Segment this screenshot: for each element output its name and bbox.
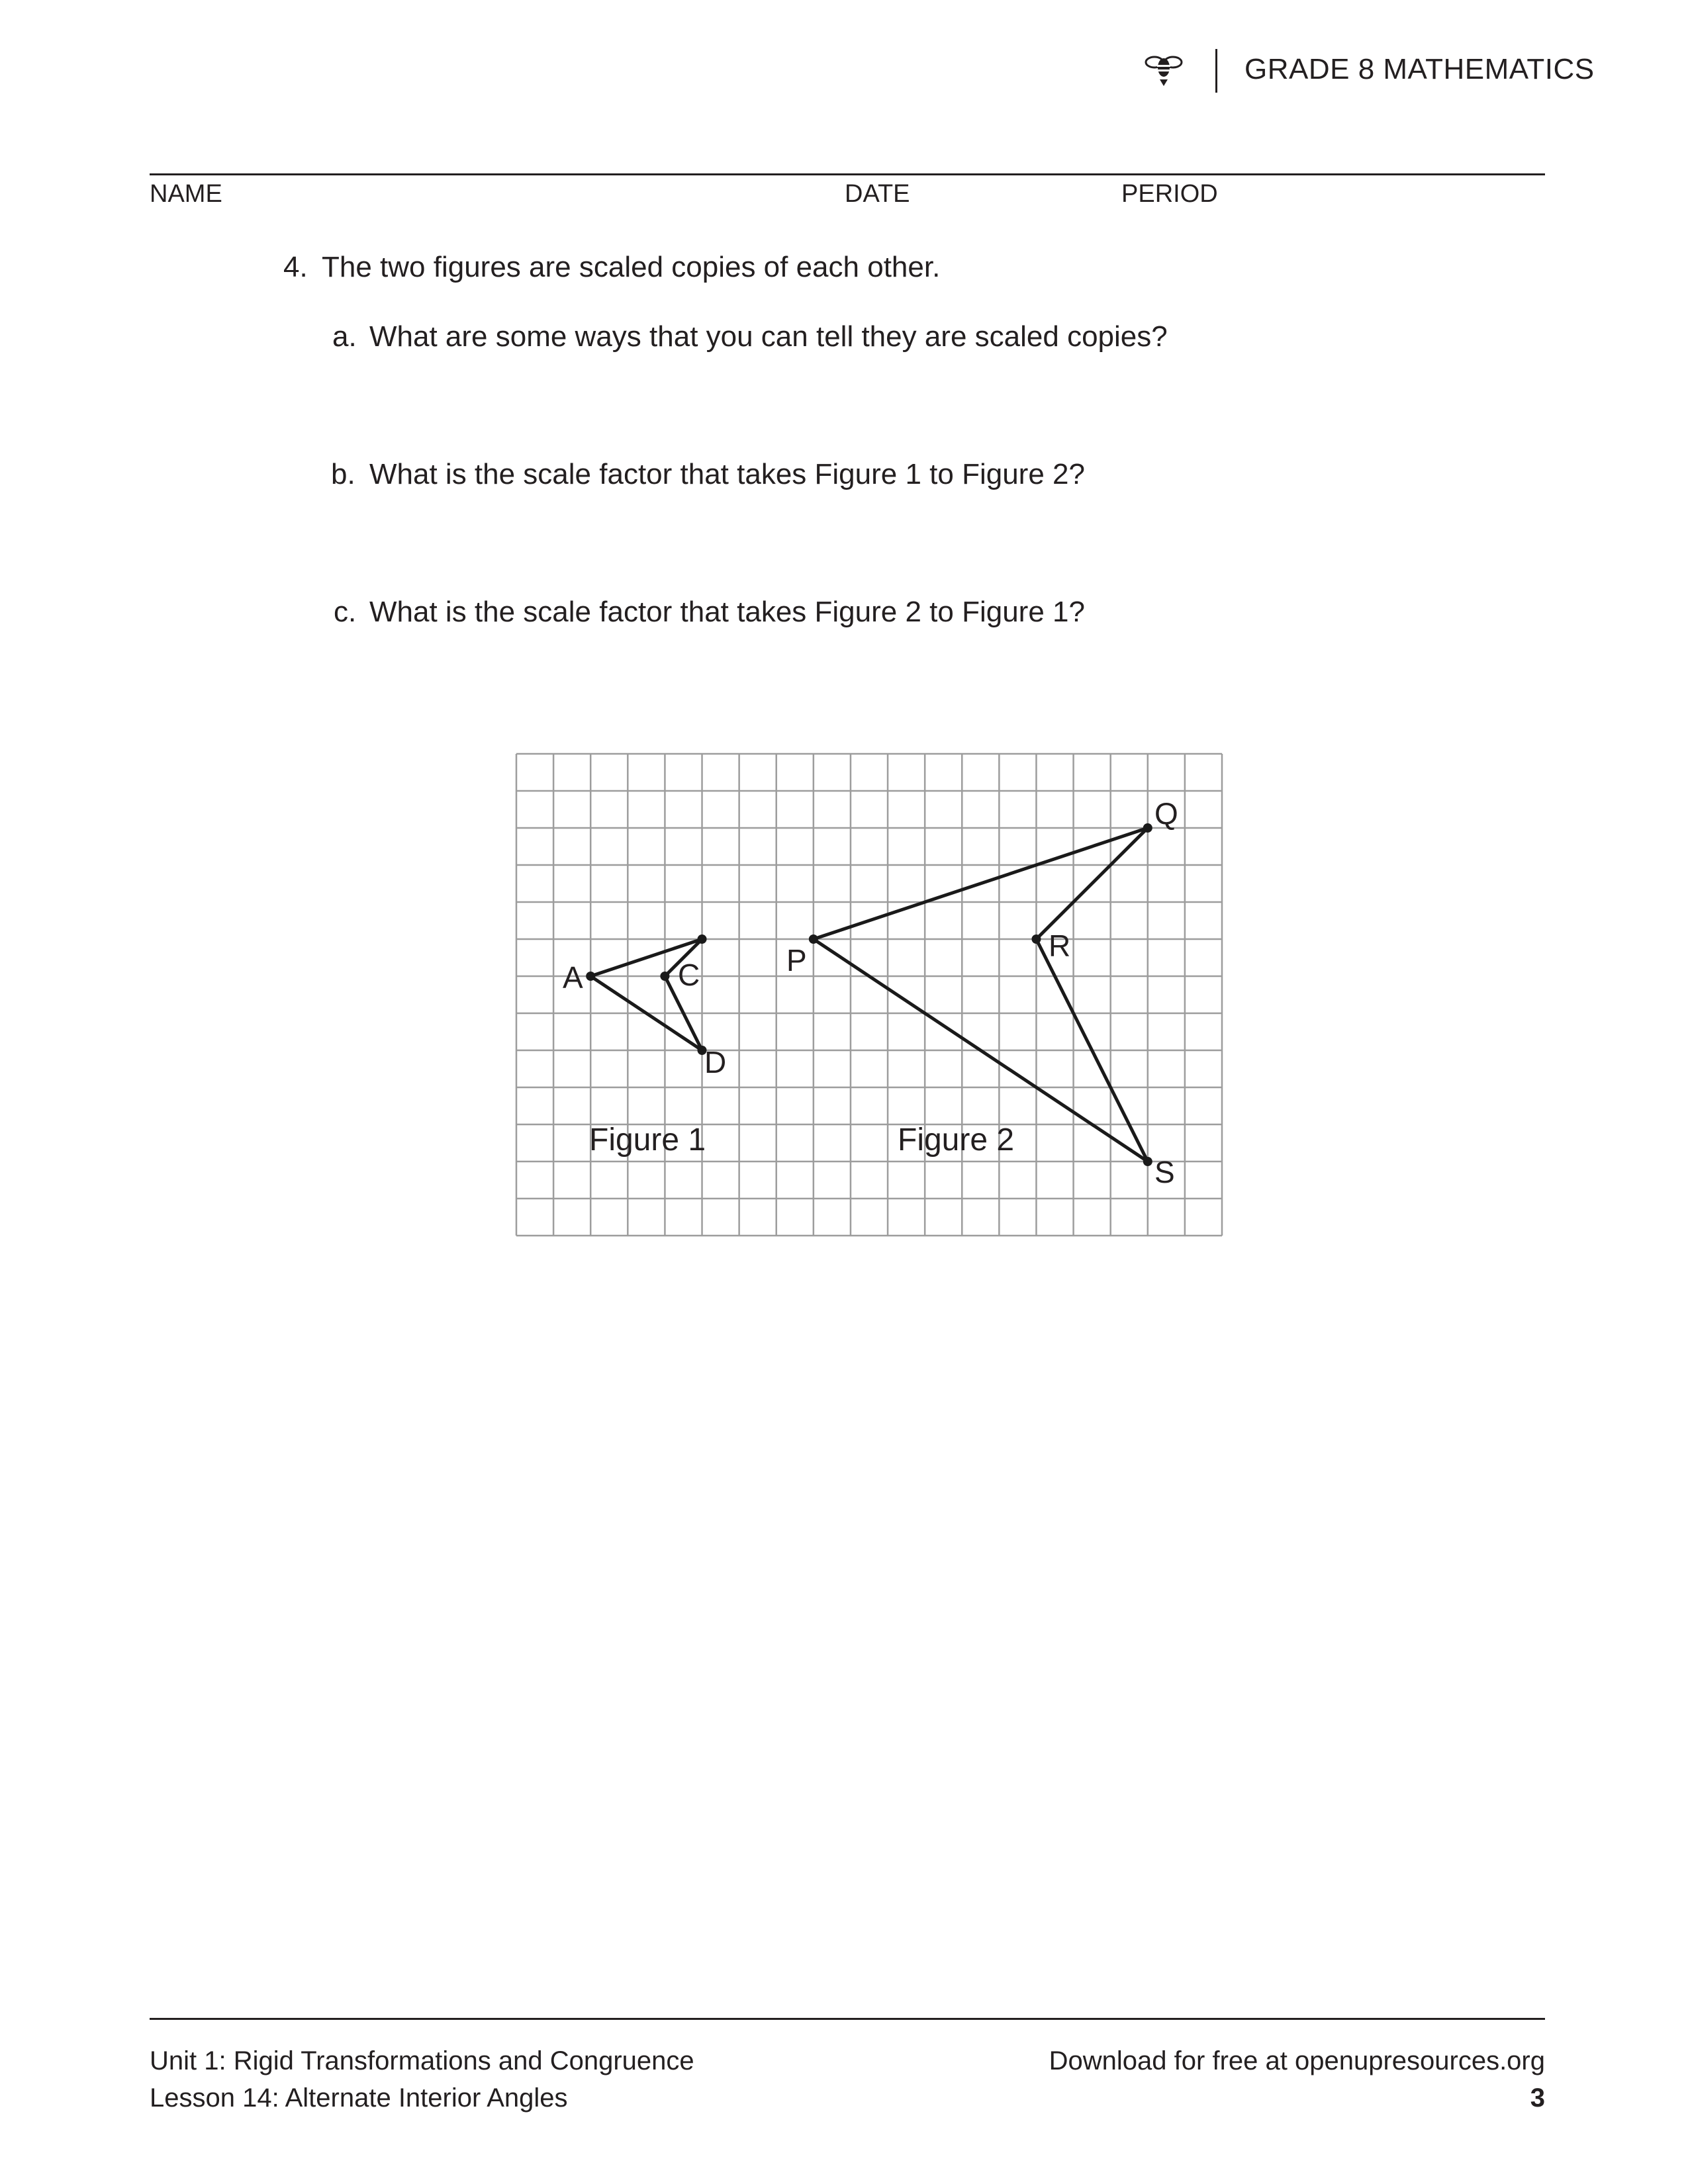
vertex-label-c: C: [678, 958, 700, 992]
vertex-label-p: P: [786, 943, 807, 978]
bee-logo-icon: [1144, 48, 1184, 94]
footer-unit: Unit 1: Rigid Transformations and Congruence: [150, 2046, 694, 2075]
vertex-dot-c: [660, 972, 669, 981]
scaled-copies-figure: [515, 752, 1223, 1237]
header-divider: [1215, 49, 1217, 93]
page-number: 3: [1530, 2083, 1545, 2113]
grid-diagram: [515, 752, 1223, 1237]
figure-2-segment-qr: [1036, 828, 1147, 939]
vertex-dot-b: [698, 934, 707, 944]
vertex-dot-a: [586, 972, 595, 981]
figure-segments: [590, 828, 1148, 1161]
vertex-dot-p: [809, 934, 818, 944]
part-a-text: What are some ways that you can tell they are scaled copies?: [369, 320, 1168, 353]
part-c-text: What is the scale factor that takes Figure 2 to Figure 1?: [369, 596, 1085, 628]
vertex-dot-q: [1143, 823, 1152, 833]
question-prompt: The two figures are scaled copies of each other.: [322, 251, 941, 283]
vertex-dot-s: [1143, 1157, 1152, 1166]
date-label: DATE: [845, 180, 910, 208]
vertex-dot-r: [1031, 934, 1041, 944]
vertex-label-s: S: [1154, 1155, 1175, 1189]
figure-2-label: Figure 2: [898, 1122, 1015, 1158]
course-title: GRADE 8 MATHEMATICS: [1244, 53, 1595, 85]
part-a-letter: a.: [332, 320, 357, 353]
question-number: 4.: [283, 251, 308, 283]
figure-2-segment-pq: [814, 828, 1148, 939]
vertex-dots: [586, 823, 1152, 1166]
vertex-label-d: D: [704, 1045, 727, 1079]
part-b-text: What is the scale factor that takes Figure 1 to Figure 2?: [369, 458, 1085, 490]
figure-1-label: Figure 1: [589, 1122, 706, 1158]
footer-rule: [150, 2018, 1545, 2020]
name-line: [150, 173, 1545, 175]
footer-lesson: Lesson 14: Alternate Interior Angles: [150, 2083, 568, 2113]
grid-lines: [516, 754, 1222, 1236]
vertex-label-q: Q: [1154, 796, 1178, 831]
vertex-label-r: R: [1049, 929, 1071, 963]
part-c-letter: c.: [334, 596, 357, 628]
name-label: NAME: [150, 180, 222, 208]
footer-download-link[interactable]: Download for free at openupresources.org: [1049, 2046, 1545, 2075]
vertex-label-a: A: [563, 960, 583, 995]
part-b-letter: b.: [331, 458, 355, 490]
period-label: PERIOD: [1121, 180, 1218, 208]
